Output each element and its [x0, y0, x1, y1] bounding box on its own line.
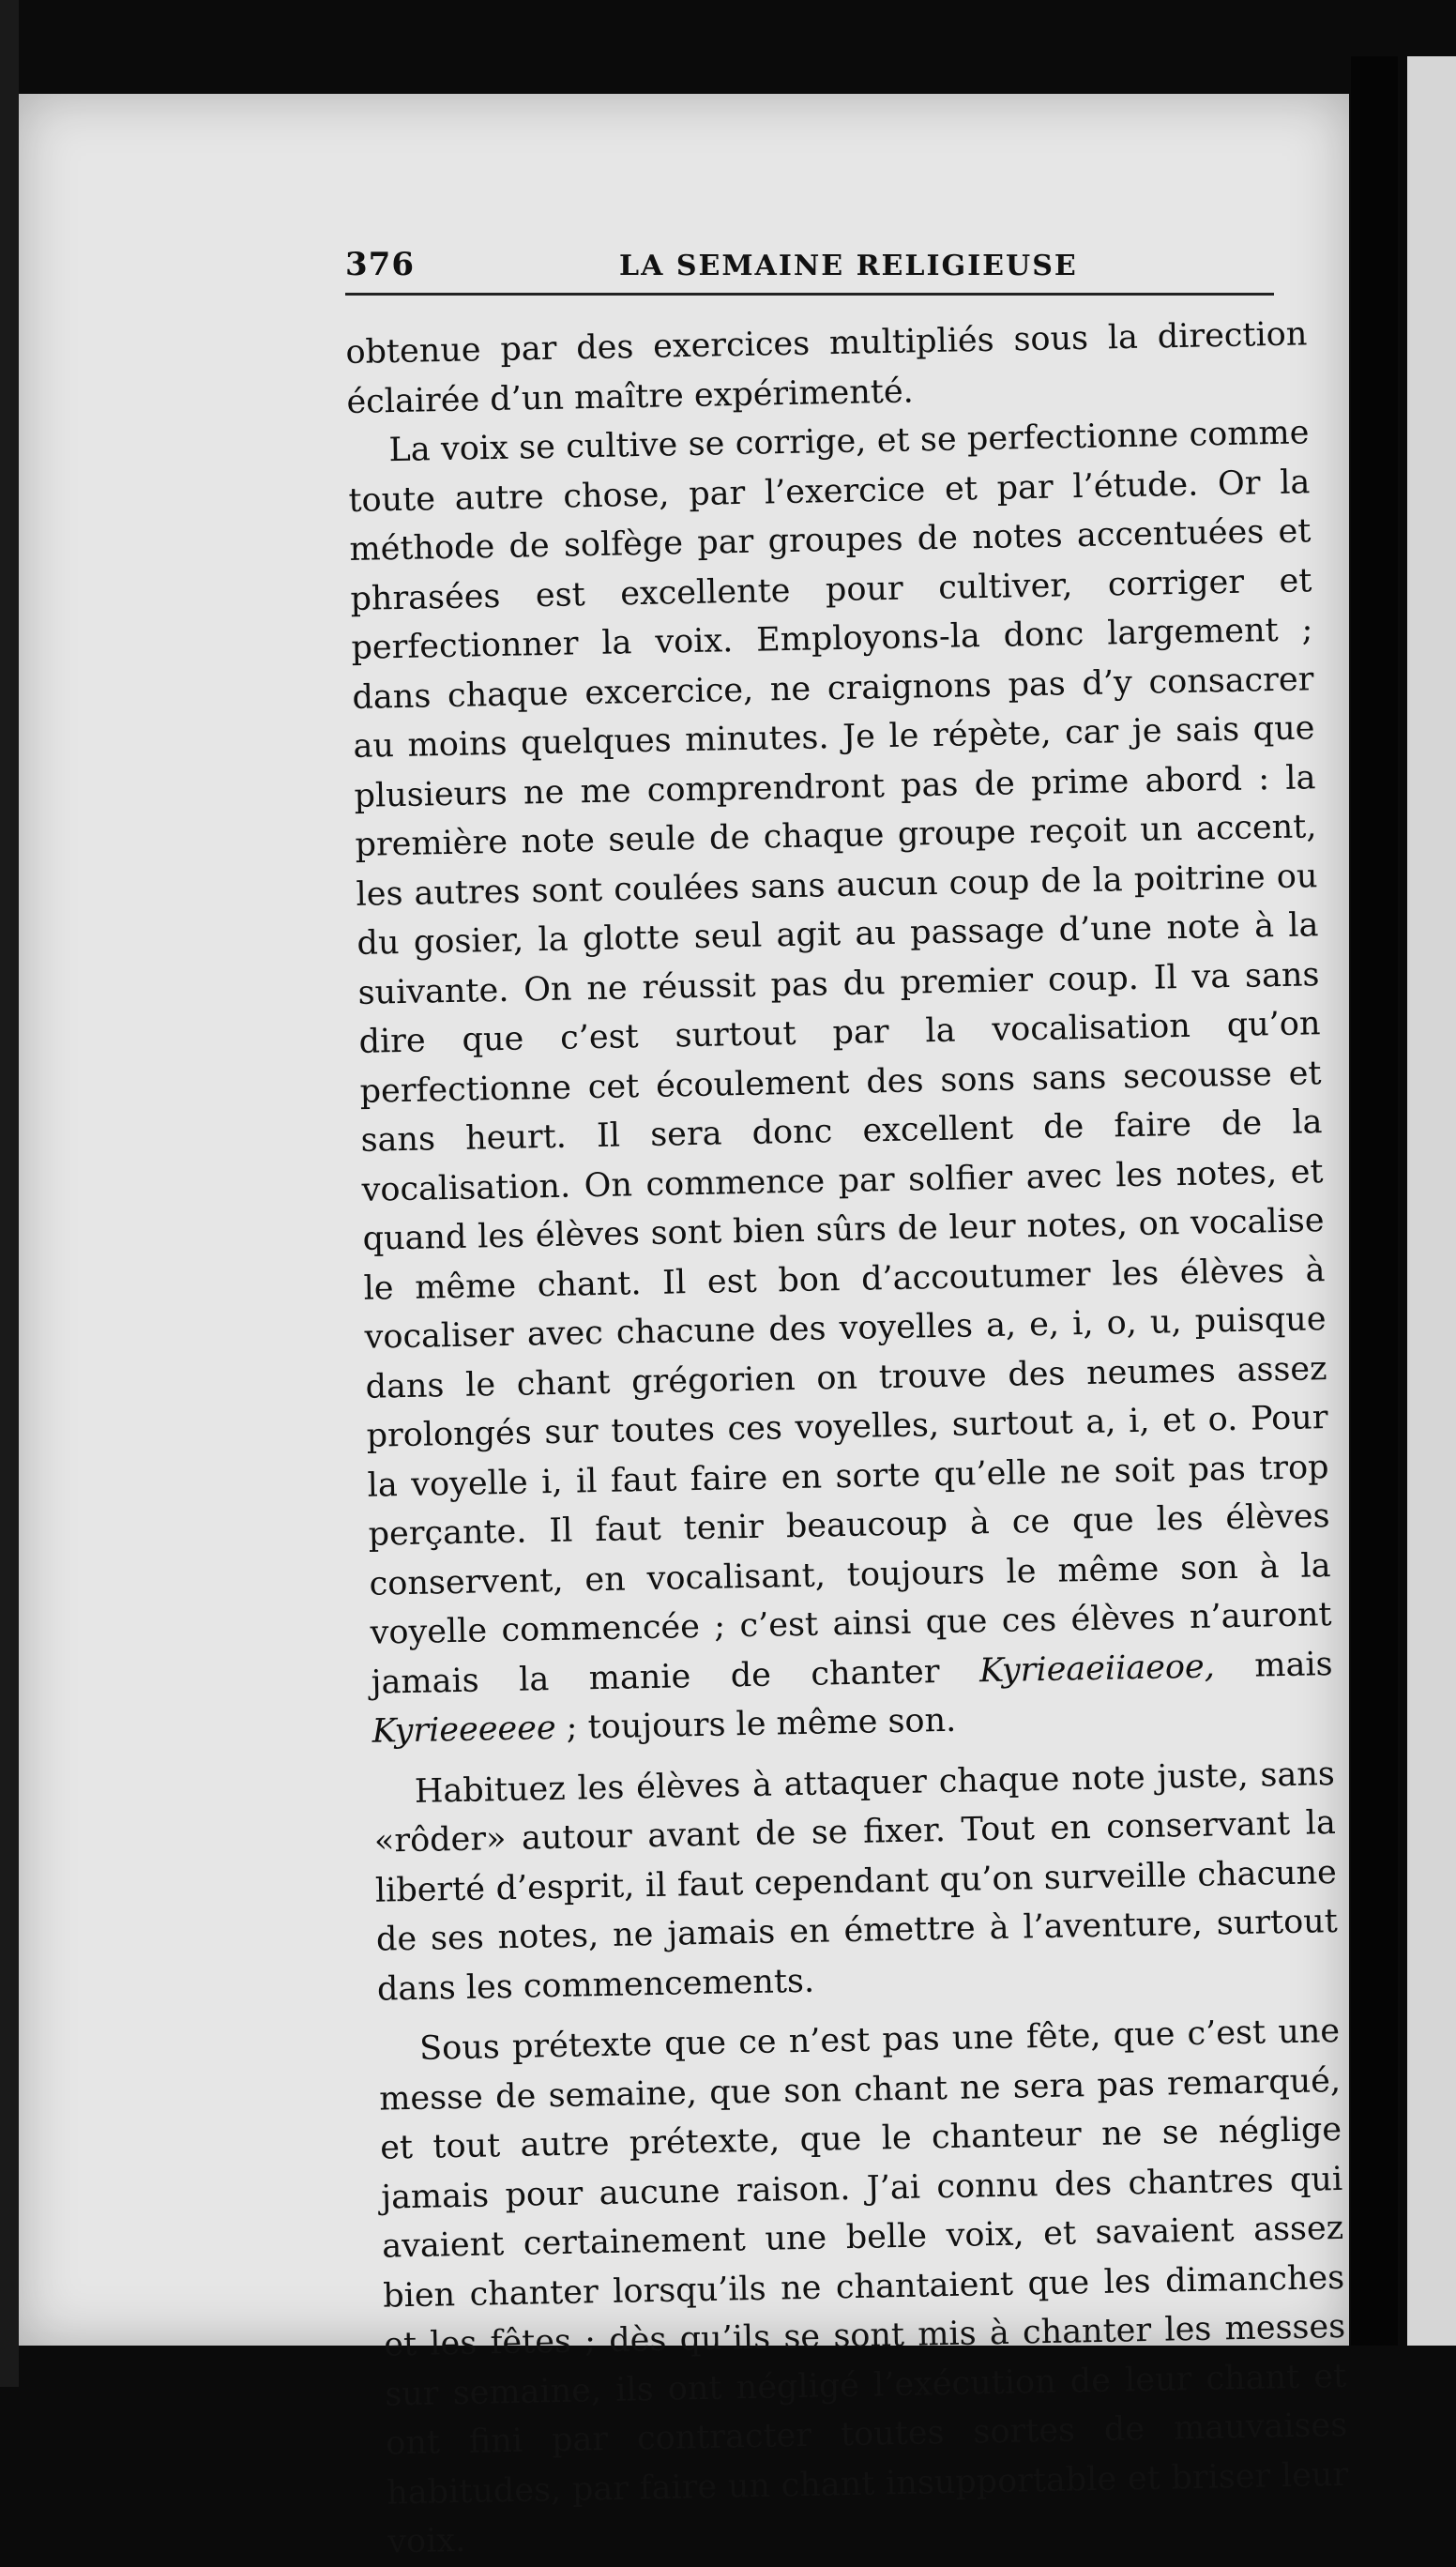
paragraph-1: obtenue par des exercices multipliés sous la direction éclairée d’un maître expérimenté.	[345, 315, 1308, 421]
header-rule	[345, 293, 1274, 296]
book-gutter	[1351, 56, 1398, 2346]
paragraph-3: Habituez les élèves à attaquer chaque note juste, sans «rôder» autour avant de se fixer. Tout en conservant la liberté d’esprit, il faut cependant qu’on surveille chacune de ses notes, ne jamais en émettre à l’aventure, surtout dans les commencements.	[373, 1754, 1339, 2009]
paragraph-2-italic-2: Kyrieeeeee	[372, 1709, 556, 1751]
running-title: LA SEMAINE RELIGIEUSE	[619, 250, 1078, 282]
page-header	[345, 246, 1283, 302]
paragraph-2-mid: mais	[1253, 1645, 1333, 1685]
paragraph-2-italic-1: Kyrieaeiiaeoe,	[978, 1647, 1216, 1690]
scan-left-edge	[0, 0, 19, 2387]
page-number: 376	[345, 246, 415, 283]
paragraph-2	[347, 408, 1334, 1756]
body-text	[345, 310, 1350, 2567]
paragraph-4: Sous prétexte que ce n’est pas une fête, que c’est une messe de semaine, que son chant ne sera pas remarqué, et tout autre prétexte, que le chanteur ne se néglige jamais pour aucune raison. J’ai connu des chantres qui avaient certainement une belle voix, et savaient assez bien chanter lorsqu’ils ne chantaient que les dimanches et les fêtes ; dès qu’ils se sont mis à chanter les messes sur semaine, ils ont négligé l’exécution de leur chant et ont fini par contracter toutes sortes de mauvaises habitudes, par faire un chant insupportable et briser leur voix.	[378, 2012, 1349, 2561]
paragraph-2-text: La voix se cultive se corrige, et se perfectionne comme toute autre chose, par l’exercice et par l’étude. Or la méthode de solfège par groupes de notes accentuées et phrasées est excellente pour cultiver, corriger et perfectionner la voix. Employons-la donc largement ; dans chaque excercice, ne craignons pas d’y consacrer au moins quelques minutes. Je le répète, car je sais que plusieurs ne me comprendront pas de prime abord : la première note seule de chaque groupe reçoit un accent, les autres sont coulées sans aucun coup de la poitrine ou du gosier, la glotte seul agit au passage d’une note à la suivante. On ne réussit pas du premier coup. Il va sans dire que c’est surtout par la vocalisation qu’on perfectionne cet écoulement des sons sans secousse et sans heurt. Il sera donc excellent de faire de la vocalisation. On commence par solfier avec les notes, et quand les élèves sont bien sûrs de leur notes, on vocalise le même chant. Il est bon d’accoutumer les élèves à vocaliser avec chacune des voyelles a, e, i, o, u, puisque dans le chant grégorien on trouve des neumes assez prolongés sur toutes ces voyelles, surtout a, i, et o. Pour la voyelle i, il faut faire en sorte qu’elle ne soit pas trop perçante. Il faut tenir beaucoup à ce que les élèves conservent, en vocalisant, toujours le même son à la voyelle commencée ; c’est ainsi que ces élèves n’auront jamais la manie de chanter	[348, 414, 1332, 1702]
adjacent-page-edge	[1407, 56, 1456, 2346]
paragraph-2-end: ; toujours le même son.	[566, 1701, 957, 1747]
